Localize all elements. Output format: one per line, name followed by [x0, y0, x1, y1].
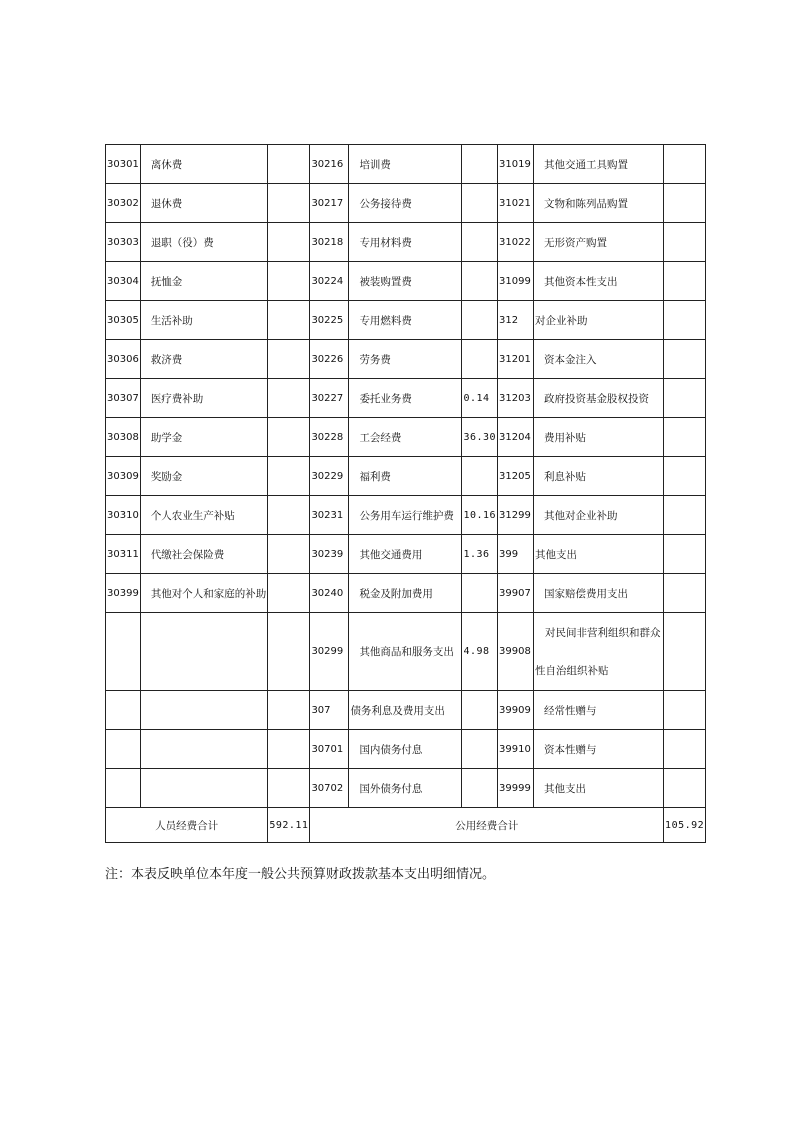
personnel-amount	[268, 691, 310, 730]
personnel-code: 30308	[106, 418, 141, 457]
personnel-code: 30304	[106, 262, 141, 301]
personnel-code	[106, 691, 141, 730]
table-row	[106, 691, 706, 730]
personnel-item-name: 奖励金	[140, 457, 268, 496]
public-amount	[462, 691, 498, 730]
personnel-total-label: 人员经费合计	[106, 808, 268, 843]
personnel-code: 30309	[106, 457, 141, 496]
other-item-name: 其他支出	[534, 769, 664, 808]
public-amount: 1.36	[462, 535, 498, 574]
other-code: 31099	[498, 262, 534, 301]
table-row	[106, 535, 706, 574]
other-item-name: 无形资产购置	[534, 223, 664, 262]
public-total-label: 公用经费合计	[310, 808, 664, 843]
personnel-item-name: 救济费	[140, 340, 268, 379]
public-code: 307	[310, 691, 349, 730]
public-amount: 0.14	[462, 379, 498, 418]
personnel-amount	[268, 535, 310, 574]
public-item-name: 债务利息及费用支出	[349, 691, 462, 730]
other-item-name: 其他资本性支出	[534, 262, 664, 301]
personnel-amount	[268, 730, 310, 769]
other-item-name: 对企业补助	[534, 301, 664, 340]
public-item-name: 公务接待费	[349, 184, 462, 223]
other-item-name: 利息补贴	[534, 457, 664, 496]
public-item-name: 被装购置费	[349, 262, 462, 301]
other-code: 39999	[498, 769, 534, 808]
personnel-item-name: 退休费	[140, 184, 268, 223]
public-code: 30231	[310, 496, 349, 535]
public-code: 30224	[310, 262, 349, 301]
other-amount	[664, 457, 706, 496]
other-code: 399	[498, 535, 534, 574]
other-amount	[664, 691, 706, 730]
personnel-amount	[268, 223, 310, 262]
personnel-amount	[268, 301, 310, 340]
public-amount	[462, 340, 498, 379]
public-code: 30227	[310, 379, 349, 418]
personnel-amount	[268, 418, 310, 457]
public-amount	[462, 262, 498, 301]
table-row	[106, 301, 706, 340]
personnel-code: 30399	[106, 574, 141, 613]
public-item-name: 培训费	[349, 145, 462, 184]
other-code: 39907	[498, 574, 534, 613]
other-item-name: 其他交通工具购置	[534, 145, 664, 184]
other-amount	[664, 262, 706, 301]
other-amount	[664, 418, 706, 457]
personnel-code	[106, 730, 141, 769]
public-item-name: 其他商品和服务支出	[349, 613, 462, 691]
public-item-name: 工会经费	[349, 418, 462, 457]
public-code: 30239	[310, 535, 349, 574]
public-item-name: 专用材料费	[349, 223, 462, 262]
table-row	[106, 457, 706, 496]
public-item-name: 公务用车运行维护费	[349, 496, 462, 535]
public-code: 30299	[310, 613, 349, 691]
other-item-name: 资本金注入	[534, 340, 664, 379]
other-item-name: 国家赔偿费用支出	[534, 574, 664, 613]
personnel-code: 30311	[106, 535, 141, 574]
other-code: 31205	[498, 457, 534, 496]
public-code: 30702	[310, 769, 349, 808]
table-row	[106, 184, 706, 223]
other-amount	[664, 184, 706, 223]
other-amount	[664, 613, 706, 691]
personnel-amount	[268, 496, 310, 535]
public-amount: 36.30	[462, 418, 498, 457]
expenditure-detail-table	[105, 144, 706, 843]
personnel-code: 30301	[106, 145, 141, 184]
other-item-name: 政府投资基金股权投资	[534, 379, 664, 418]
personnel-item-name	[140, 691, 268, 730]
other-code: 312	[498, 301, 534, 340]
other-amount	[664, 769, 706, 808]
other-amount	[664, 223, 706, 262]
personnel-amount	[268, 574, 310, 613]
public-amount	[462, 145, 498, 184]
personnel-item-name	[140, 613, 268, 691]
public-amount	[462, 223, 498, 262]
public-amount	[462, 457, 498, 496]
public-item-name: 国外债务付息	[349, 769, 462, 808]
table-row	[106, 613, 706, 691]
public-item-name: 福利费	[349, 457, 462, 496]
table-row	[106, 730, 706, 769]
public-code: 30229	[310, 457, 349, 496]
public-code: 30701	[310, 730, 349, 769]
personnel-code: 30302	[106, 184, 141, 223]
public-amount	[462, 301, 498, 340]
personnel-item-name: 退职（役）费	[140, 223, 268, 262]
other-code: 39909	[498, 691, 534, 730]
personnel-code: 30307	[106, 379, 141, 418]
other-amount	[664, 574, 706, 613]
personnel-code: 30310	[106, 496, 141, 535]
personnel-item-name: 抚恤金	[140, 262, 268, 301]
other-item-name: 经常性赠与	[534, 691, 664, 730]
personnel-amount	[268, 340, 310, 379]
other-item-name-line1: 对民间非营利组织和群众	[545, 626, 661, 639]
personnel-item-name: 离休费	[140, 145, 268, 184]
personnel-item-name	[140, 730, 268, 769]
table-row	[106, 223, 706, 262]
public-code: 30228	[310, 418, 349, 457]
personnel-code	[106, 769, 141, 808]
public-item-name: 税金及附加费用	[349, 574, 462, 613]
public-amount	[462, 769, 498, 808]
public-item-name: 劳务费	[349, 340, 462, 379]
public-total-value: 105.92	[664, 808, 706, 843]
personnel-item-name: 助学金	[140, 418, 268, 457]
personnel-amount	[268, 184, 310, 223]
table-row	[106, 418, 706, 457]
totals-row	[106, 808, 706, 843]
personnel-code: 30303	[106, 223, 141, 262]
other-code: 31201	[498, 340, 534, 379]
other-code: 31204	[498, 418, 534, 457]
public-code: 30218	[310, 223, 349, 262]
table-row	[106, 145, 706, 184]
public-code: 30226	[310, 340, 349, 379]
personnel-amount	[268, 145, 310, 184]
other-amount	[664, 535, 706, 574]
other-item-name	[534, 613, 664, 691]
public-item-name: 专用燃料费	[349, 301, 462, 340]
table-row	[106, 496, 706, 535]
other-amount	[664, 379, 706, 418]
public-amount	[462, 184, 498, 223]
other-code: 39910	[498, 730, 534, 769]
other-item-name: 资本性赠与	[534, 730, 664, 769]
personnel-amount	[268, 457, 310, 496]
public-item-name: 委托业务费	[349, 379, 462, 418]
other-code: 31203	[498, 379, 534, 418]
personnel-total-value: 592.11	[268, 808, 310, 843]
public-amount: 10.16	[462, 496, 498, 535]
public-code: 30216	[310, 145, 349, 184]
other-amount	[664, 496, 706, 535]
public-item-name: 国内债务付息	[349, 730, 462, 769]
personnel-code: 30306	[106, 340, 141, 379]
public-code: 30217	[310, 184, 349, 223]
public-amount	[462, 730, 498, 769]
other-code: 31299	[498, 496, 534, 535]
table-note: 注：本表反映单位本年度一般公共预算财政拨款基本支出明细情况。	[105, 867, 496, 882]
other-code: 31019	[498, 145, 534, 184]
public-item-name: 其他交通费用	[349, 535, 462, 574]
other-amount	[664, 145, 706, 184]
personnel-item-name: 生活补助	[140, 301, 268, 340]
public-code: 30240	[310, 574, 349, 613]
table-row	[106, 379, 706, 418]
public-code: 30225	[310, 301, 349, 340]
table-row	[106, 574, 706, 613]
table-row	[106, 340, 706, 379]
other-item-name: 其他对企业补助	[534, 496, 664, 535]
other-item-name: 文物和陈列品购置	[534, 184, 664, 223]
other-item-name: 费用补贴	[534, 418, 664, 457]
other-item-name: 其他支出	[534, 535, 664, 574]
personnel-amount	[268, 769, 310, 808]
personnel-item-name: 医疗费补助	[140, 379, 268, 418]
table-row	[106, 769, 706, 808]
public-amount: 4.98	[462, 613, 498, 691]
other-code: 31022	[498, 223, 534, 262]
table-row	[106, 262, 706, 301]
other-item-name-line2: 性自治组织补贴	[535, 664, 609, 677]
other-amount	[664, 340, 706, 379]
personnel-item-name: 个人农业生产补贴	[140, 496, 268, 535]
personnel-amount	[268, 262, 310, 301]
personnel-code: 30305	[106, 301, 141, 340]
other-amount	[664, 301, 706, 340]
personnel-item-name: 代缴社会保险费	[140, 535, 268, 574]
personnel-item-name	[140, 769, 268, 808]
other-code: 31021	[498, 184, 534, 223]
other-code: 39908	[498, 613, 534, 691]
personnel-code	[106, 613, 141, 691]
public-amount	[462, 574, 498, 613]
other-amount	[664, 730, 706, 769]
personnel-amount	[268, 613, 310, 691]
personnel-item-name: 其他对个人和家庭的补助	[140, 574, 268, 613]
personnel-amount	[268, 379, 310, 418]
